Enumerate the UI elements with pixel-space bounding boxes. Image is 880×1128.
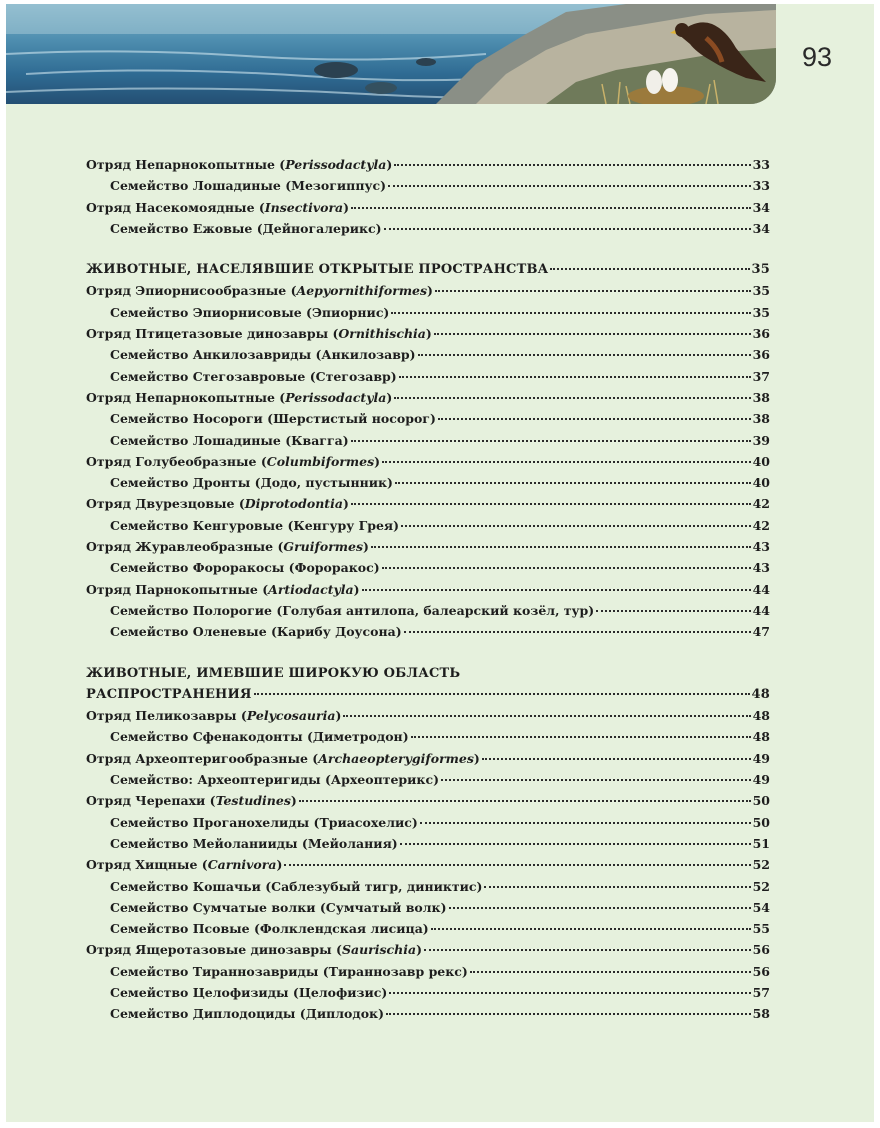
toc-entry-text: Отряд Насекомоядные ( bbox=[86, 199, 265, 215]
toc-entry-label bbox=[110, 812, 418, 833]
toc-entry-text: Семейство Кенгуровые (Кенгуру Грея) bbox=[110, 517, 400, 533]
toc-entry-order[interactable] bbox=[86, 579, 770, 600]
toc-page-number: 35 bbox=[751, 262, 770, 278]
toc-entry-text: Семейство Кошачьи (Саблезубый тигр, диниктис) bbox=[110, 878, 483, 894]
toc-entry-latin-name: Pelycosauria bbox=[246, 708, 336, 724]
toc-leader-dots bbox=[401, 524, 751, 527]
toc-leader-dots bbox=[254, 692, 750, 695]
toc-entry-latin-name: Diprotodontia bbox=[244, 496, 343, 512]
toc-page-number: 48 bbox=[752, 708, 770, 724]
toc-entry-latin-name: Insectivora bbox=[264, 199, 344, 215]
toc-page-number: 43 bbox=[752, 539, 770, 555]
toc-entry-text: Семейство Целофизиды (Целофизис) bbox=[110, 984, 388, 1000]
toc-heading-label: ЖИВОТНЫЕ, НАСЕЛЯВШИЕ ОТКРЫТЫЕ ПРОСТРАНСТВА bbox=[86, 262, 549, 278]
toc-entry-order[interactable] bbox=[86, 323, 770, 344]
toc-entry-text: Семейство Полорогие (Голубая антилопа, балеарский козёл, тур) bbox=[110, 602, 595, 618]
toc-entry-text-end: ) bbox=[353, 581, 360, 597]
toc-entry-text: Отряд Хищные ( bbox=[86, 857, 208, 873]
toc-entry-label bbox=[110, 430, 349, 451]
toc-entry-order[interactable] bbox=[86, 748, 770, 769]
toc-leader-dots bbox=[284, 863, 750, 866]
toc-entry-order[interactable] bbox=[86, 790, 770, 811]
toc-entry-label bbox=[86, 748, 480, 769]
toc-entry-label bbox=[110, 302, 389, 323]
toc-entry-text: Семейство Дронты (Додо, пустынник) bbox=[110, 475, 393, 491]
toc-entry-latin-name: Perissodactyla bbox=[285, 389, 387, 405]
toc-entry-label bbox=[110, 769, 439, 790]
toc-leader-dots bbox=[411, 735, 751, 738]
toc-leader-dots bbox=[482, 757, 751, 760]
toc-entry-text: Отряд Парнокопытные ( bbox=[86, 581, 269, 597]
toc-entry-latin-name: Testudines bbox=[215, 793, 291, 809]
toc-entry-order[interactable] bbox=[86, 387, 770, 408]
toc-entry-family[interactable] bbox=[86, 218, 770, 239]
toc-entry-family[interactable] bbox=[86, 472, 770, 493]
toc-leader-dots bbox=[434, 332, 751, 335]
toc-entry-text-end: ) bbox=[427, 283, 433, 299]
toc-entry-text-end: ) bbox=[276, 857, 283, 873]
toc-leader-dots bbox=[351, 206, 751, 209]
toc-leader-dots bbox=[435, 289, 751, 292]
toc-page-number: 40 bbox=[752, 453, 770, 469]
toc-entry-label bbox=[110, 408, 436, 429]
toc-entry-text-end: ) bbox=[416, 942, 423, 958]
toc-entry-family[interactable] bbox=[86, 430, 770, 451]
toc-leader-dots bbox=[386, 1012, 751, 1015]
toc-entry-label bbox=[86, 939, 422, 960]
toc-page-number: 57 bbox=[752, 984, 770, 1000]
toc-entry-text-end: ) bbox=[290, 793, 297, 809]
toc-page-number: 42 bbox=[752, 496, 770, 512]
toc-entry-text-end: ) bbox=[386, 389, 393, 405]
toc-leader-dots bbox=[384, 227, 751, 230]
toc-entry-latin-name: Carnivora bbox=[207, 857, 277, 873]
toc-page-number: 56 bbox=[752, 942, 770, 958]
toc-entry-label bbox=[110, 472, 393, 493]
toc-entry-family[interactable] bbox=[86, 302, 770, 323]
toc-entry-text: Семейство: Археоптеригиды (Археоптерикс) bbox=[110, 772, 439, 788]
toc-entry-latin-name: Perissodactyla bbox=[285, 157, 387, 172]
toc-heading-open-spaces[interactable] bbox=[86, 259, 770, 280]
toc-entry-label bbox=[110, 218, 382, 239]
toc-page-number: 34 bbox=[752, 220, 770, 236]
toc-entry-label bbox=[110, 876, 482, 897]
toc-entry-family[interactable] bbox=[86, 621, 770, 642]
toc-entry-label bbox=[110, 726, 409, 747]
toc-entry-text: Отряд Двурезцовые ( bbox=[86, 496, 245, 512]
toc-entry-text: Семейство Стегозавровые (Стегозавр) bbox=[110, 368, 397, 384]
toc-entry-label bbox=[86, 493, 349, 514]
toc-entry-text-end: ) bbox=[386, 157, 393, 172]
toc-entry-label bbox=[86, 387, 392, 408]
toc-entry-label bbox=[110, 621, 402, 642]
toc-entry-label bbox=[86, 705, 341, 726]
toc-entry-latin-name: Ornithischia bbox=[338, 326, 426, 342]
toc-page-number: 33 bbox=[752, 178, 770, 194]
toc-entry-label bbox=[86, 154, 392, 175]
toc-entry-latin-name: Gruiformes bbox=[283, 539, 364, 555]
toc-entry-family[interactable] bbox=[86, 876, 770, 897]
toc-entry-latin-name: Archaeopterygiformes bbox=[318, 750, 474, 766]
toc-page-number: 34 bbox=[752, 199, 770, 215]
toc-entry-text: Отряд Пеликозавры ( bbox=[86, 708, 247, 724]
toc-leader-dots bbox=[438, 417, 751, 420]
toc-entry-family[interactable] bbox=[86, 366, 770, 387]
toc-entry-text-end: ) bbox=[342, 496, 349, 512]
toc-entry-text: Отряд Черепахи ( bbox=[86, 793, 216, 809]
toc-heading-label: ЖИВОТНЫЕ, ИМЕВШИЕ ШИРОКУЮ ОБЛАСТЬ bbox=[86, 665, 461, 681]
toc-leader-dots bbox=[351, 439, 751, 442]
toc-entry-text: Семейство Анкилозавриды (Анкилозавр) bbox=[110, 347, 416, 363]
toc-page-number: 48 bbox=[751, 686, 770, 702]
toc-entry-label bbox=[86, 451, 380, 472]
toc-entry-label bbox=[86, 579, 360, 600]
toc-entry-family[interactable] bbox=[86, 769, 770, 790]
toc-entry-text-end: ) bbox=[425, 326, 432, 342]
toc-leader-dots bbox=[420, 821, 751, 824]
toc-page-number: 38 bbox=[752, 411, 770, 427]
toc-page-number: 50 bbox=[752, 814, 770, 830]
toc-entry-label bbox=[86, 323, 432, 344]
toc-leader-dots bbox=[400, 842, 751, 845]
toc-entry-text: Отряд Птицетазовые динозавры ( bbox=[86, 326, 339, 342]
toc-leader-dots bbox=[382, 460, 751, 463]
toc-entry-label bbox=[86, 197, 349, 218]
toc-entry-family[interactable] bbox=[86, 344, 770, 365]
toc-entry-family[interactable] bbox=[86, 812, 770, 833]
toc-entry-order[interactable] bbox=[86, 451, 770, 472]
toc-leader-dots bbox=[484, 885, 750, 888]
toc-entry-order[interactable] bbox=[86, 280, 770, 301]
toc-entry-text: Отряд Голубеобразные ( bbox=[86, 453, 267, 469]
toc-page-number: 33 bbox=[752, 157, 770, 172]
toc-page-number: 56 bbox=[752, 963, 770, 979]
toc-page-number: 38 bbox=[752, 389, 770, 405]
toc-heading-label: РАСПРОСТРАНЕНИЯ bbox=[86, 686, 252, 702]
toc-page-number: 39 bbox=[752, 432, 770, 448]
toc-leader-dots bbox=[388, 184, 751, 187]
toc-page-number: 52 bbox=[752, 878, 770, 894]
toc-entry-label bbox=[86, 536, 369, 557]
toc-leader-dots bbox=[371, 545, 751, 548]
toc-entry-latin-name: Columbiformes bbox=[266, 453, 375, 469]
toc-entry-text-end: ) bbox=[473, 750, 480, 766]
toc-entry-family[interactable] bbox=[86, 897, 770, 918]
toc-entry-text: Семейство Сфенакодонты (Диметродон) bbox=[110, 729, 409, 745]
toc-entry-text: Семейство Фороракосы (Фороракос) bbox=[110, 560, 380, 576]
toc-page-number: 35 bbox=[752, 304, 770, 320]
toc-page-number: 49 bbox=[752, 772, 770, 788]
toc-entry-label bbox=[110, 918, 429, 939]
toc-entry-latin-name: Artiodactyla bbox=[268, 581, 354, 597]
toc-page-number: 44 bbox=[752, 602, 770, 618]
toc-entry-family[interactable] bbox=[86, 515, 770, 536]
toc-entry-text-end: ) bbox=[363, 539, 369, 555]
toc-entry-label bbox=[110, 600, 594, 621]
toc-page-number: 58 bbox=[752, 1006, 770, 1022]
toc-entry-label bbox=[86, 280, 433, 301]
toc-entry-order[interactable] bbox=[86, 536, 770, 557]
toc-entry-label bbox=[110, 833, 398, 854]
toc-page-number: 43 bbox=[752, 560, 770, 576]
toc-entry-order[interactable] bbox=[86, 939, 770, 960]
toc-entry-label bbox=[110, 344, 416, 365]
toc-leader-dots bbox=[470, 970, 751, 973]
toc-leader-dots bbox=[382, 566, 751, 569]
toc-entry-text: Семейство Тираннозавриды (Тираннозавр рекс) bbox=[110, 963, 468, 979]
toc-entry-family[interactable] bbox=[86, 600, 770, 621]
toc-page-number: 49 bbox=[752, 750, 770, 766]
toc-entry-family[interactable] bbox=[86, 833, 770, 854]
toc-leader-dots bbox=[343, 714, 750, 717]
toc-entry-text: Семейство Лошадиные (Квагга) bbox=[110, 432, 349, 448]
toc-entry-text: Семейство Диплодоциды (Диплодок) bbox=[110, 1006, 384, 1022]
toc-page-number: 44 bbox=[752, 581, 770, 597]
toc-entry-text: Отряд Журавлеобразные ( bbox=[86, 539, 284, 555]
toc-entry-text: Семейство Лошадиные (Мезогиппус) bbox=[110, 178, 387, 194]
toc-leader-dots bbox=[441, 778, 751, 781]
toc-entry-family[interactable] bbox=[86, 961, 770, 982]
toc-entry-text: Отряд Непарнокопытные ( bbox=[86, 389, 286, 405]
toc-entry-label bbox=[86, 790, 297, 811]
toc-entry-latin-name: Saurischia bbox=[341, 942, 417, 958]
toc-heading-wide-range-line1[interactable] bbox=[86, 663, 770, 684]
toc-page-number: 52 bbox=[752, 857, 770, 873]
toc-entry-family[interactable] bbox=[86, 557, 770, 578]
page-number: 93 bbox=[802, 42, 833, 72]
toc-section-1 bbox=[86, 154, 770, 239]
header-illustration bbox=[6, 4, 776, 104]
toc-entry-label bbox=[110, 982, 387, 1003]
toc-leader-dots bbox=[351, 502, 751, 505]
toc-leader-dots bbox=[299, 799, 751, 802]
toc-page-number: 51 bbox=[752, 835, 770, 851]
toc-entry-family[interactable] bbox=[86, 982, 770, 1003]
toc-leader-dots bbox=[394, 163, 750, 166]
toc-entry-text: Отряд Ящеротазовые динозавры ( bbox=[86, 942, 342, 958]
toc-leader-dots bbox=[399, 375, 751, 378]
toc-entry-text-end: ) bbox=[335, 708, 342, 724]
toc-leader-dots bbox=[395, 481, 751, 484]
toc-page-number: 35 bbox=[752, 283, 770, 299]
toc-entry-order[interactable] bbox=[86, 197, 770, 218]
toc-entry-label bbox=[110, 175, 386, 196]
toc-leader-dots bbox=[550, 267, 749, 270]
toc-heading-wide-range-line2[interactable] bbox=[86, 684, 770, 705]
toc-section-2 bbox=[86, 280, 770, 642]
table-of-contents bbox=[86, 154, 770, 1025]
toc-section-3 bbox=[86, 705, 770, 1024]
toc-entry-text-end: ) bbox=[374, 453, 381, 469]
toc-leader-dots bbox=[418, 353, 751, 356]
toc-entry-label bbox=[110, 515, 399, 536]
toc-leader-dots bbox=[389, 991, 750, 994]
toc-entry-text: Отряд Эпиорнисообразные ( bbox=[86, 283, 297, 299]
landscape-illustration-icon bbox=[6, 4, 776, 104]
toc-entry-text: Семейство Псовые (Фолклендская лисица) bbox=[110, 921, 429, 937]
toc-leader-dots bbox=[362, 588, 751, 591]
toc-entry-text: Семейство Мейоланииды (Мейолания) bbox=[110, 835, 398, 851]
toc-entry-text: Семейство Носороги (Шерстистый носорог) bbox=[110, 411, 436, 427]
toc-entry-text: Отряд Непарнокопытные ( bbox=[86, 157, 286, 172]
toc-leader-dots bbox=[449, 906, 751, 909]
toc-leader-dots bbox=[596, 609, 750, 612]
toc-entry-family[interactable] bbox=[86, 918, 770, 939]
toc-entry-latin-name: Aepyornithiformes bbox=[296, 283, 428, 299]
toc-entry-text: Семейство Ежовые (Дейногалерикс) bbox=[110, 220, 382, 236]
toc-entry-label bbox=[110, 897, 447, 918]
toc-page-number: 36 bbox=[752, 347, 770, 363]
toc-entry-order[interactable] bbox=[86, 705, 770, 726]
toc-leader-dots bbox=[431, 927, 751, 930]
toc-page-number: 37 bbox=[752, 368, 770, 384]
toc-page-number: 47 bbox=[752, 624, 770, 640]
toc-entry-order[interactable] bbox=[86, 854, 770, 875]
toc-entry-label bbox=[110, 366, 397, 387]
toc-entry-text: Семейство Оленевые (Карибу Доусона) bbox=[110, 624, 402, 640]
toc-entry-family[interactable] bbox=[86, 1003, 770, 1024]
toc-leader-dots bbox=[391, 311, 750, 314]
toc-leader-dots bbox=[424, 948, 751, 951]
toc-page-number: 55 bbox=[752, 921, 770, 937]
toc-page-number: 36 bbox=[752, 326, 770, 342]
toc-entry-family[interactable] bbox=[86, 726, 770, 747]
toc-entry-text: Семейство Эпиорнисовые (Эпиорнис) bbox=[110, 304, 390, 320]
toc-entry-text: Семейство Сумчатые волки (Сумчатый волк) bbox=[110, 899, 447, 915]
toc-entry-family[interactable] bbox=[86, 408, 770, 429]
toc-entry-label bbox=[110, 1003, 384, 1024]
toc-leader-dots bbox=[394, 396, 750, 399]
book-page bbox=[6, 4, 874, 1122]
toc-page-number: 42 bbox=[752, 517, 770, 533]
toc-entry-label bbox=[110, 961, 468, 982]
toc-page-number: 40 bbox=[752, 475, 770, 491]
toc-entry-text: Отряд Археоптеригообразные ( bbox=[86, 750, 319, 766]
toc-entry-order[interactable] bbox=[86, 493, 770, 514]
toc-page-number: 50 bbox=[752, 793, 770, 809]
toc-entry-family[interactable] bbox=[86, 175, 770, 196]
toc-entry-label bbox=[86, 854, 282, 875]
toc-entry-label bbox=[110, 557, 380, 578]
toc-entry-text-end: ) bbox=[343, 199, 350, 215]
toc-page-number: 48 bbox=[752, 729, 770, 745]
toc-entry-text: Семейство Проганохелиды (Триасохелис) bbox=[110, 814, 418, 830]
toc-page-number: 54 bbox=[752, 899, 770, 915]
toc-entry-order[interactable] bbox=[86, 154, 770, 175]
toc-leader-dots bbox=[404, 630, 751, 633]
